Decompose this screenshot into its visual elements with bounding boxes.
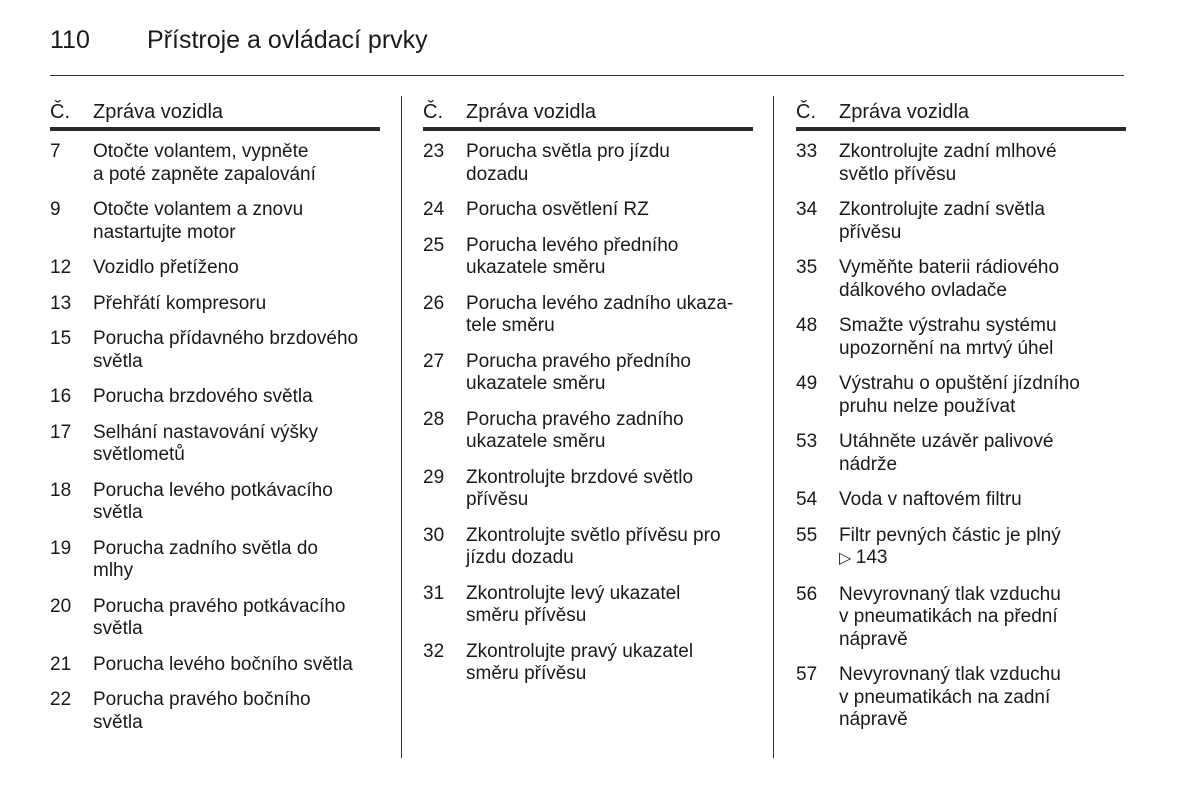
- message-row: [50, 422, 380, 467]
- message-row: [423, 525, 753, 570]
- message-text: [466, 409, 753, 454]
- message-number: 35: [796, 257, 818, 278]
- message-text: [466, 583, 753, 628]
- message-number: 54: [796, 489, 818, 510]
- message-row: [50, 293, 380, 316]
- message-row: [423, 199, 753, 222]
- message-text-content: Utáhněte uzávěr palivové nádrže: [839, 431, 1054, 475]
- message-text-content: Zkontrolujte zadní světla přívěsu: [839, 199, 1045, 243]
- message-number: 22: [50, 689, 72, 710]
- message-text-content: Porucha pravého potkávacího světla: [93, 595, 346, 639]
- page-number: 110: [50, 26, 90, 54]
- message-text: [466, 141, 753, 186]
- message-text: [839, 199, 1126, 244]
- message-row: [423, 235, 753, 280]
- message-text-content: Zkontrolujte levý ukazatel směru přívěsu: [466, 582, 681, 626]
- column-header-number: Č.: [423, 101, 443, 123]
- message-text: [93, 654, 380, 677]
- message-text-content: Nevyrovnaný tlak vzduchu v pneumatikách na zadní nápravě: [839, 664, 1061, 730]
- message-text: [839, 489, 1126, 512]
- message-text: [466, 525, 753, 570]
- message-number: 32: [423, 640, 445, 662]
- message-row: [423, 409, 753, 454]
- message-row: [796, 199, 1126, 244]
- message-row: [423, 293, 753, 338]
- message-row: [423, 351, 753, 396]
- message-text: [839, 257, 1126, 302]
- message-number: 30: [423, 524, 445, 546]
- message-number: 56: [796, 583, 818, 605]
- message-number: 28: [423, 408, 445, 430]
- message-row: [796, 525, 1126, 571]
- message-number: 21: [50, 653, 72, 675]
- message-text: [93, 689, 380, 734]
- message-number: 27: [423, 350, 445, 372]
- column-header-number: Č.: [50, 101, 70, 123]
- message-text: [466, 351, 753, 396]
- page-reference-arrow-icon: ▷: [839, 550, 856, 567]
- message-text-content: Voda v naftovém filtru: [839, 489, 1022, 510]
- column-divider: [401, 96, 402, 758]
- message-row: [50, 596, 380, 641]
- message-text: [839, 141, 1126, 186]
- message-list: [423, 141, 753, 686]
- message-text: [93, 480, 380, 525]
- message-number: 13: [50, 292, 72, 314]
- message-number: 25: [423, 234, 445, 256]
- message-row: [796, 257, 1126, 302]
- message-number: 12: [50, 257, 72, 278]
- message-row: [50, 386, 380, 409]
- message-row: [796, 664, 1126, 732]
- message-row: [50, 689, 380, 734]
- header-divider: [50, 75, 1124, 76]
- message-row: [50, 538, 380, 583]
- message-row: [50, 141, 380, 186]
- message-text: [839, 584, 1126, 652]
- message-text: [466, 641, 753, 686]
- column-header: [423, 99, 753, 131]
- message-text: [466, 467, 753, 512]
- message-text: [839, 315, 1126, 360]
- message-number: 17: [50, 421, 72, 443]
- message-number: 19: [50, 537, 72, 559]
- message-text: [93, 328, 380, 373]
- message-number: 29: [423, 466, 445, 488]
- message-text-content: Vyměňte baterii rádiového dálkového ovladače: [839, 257, 1060, 301]
- message-text-content: Nevyrovnaný tlak vzduchu v pneumatikách na přední nápravě: [839, 583, 1061, 650]
- message-row: [796, 141, 1126, 186]
- message-text-content: Porucha levého předního ukazatele směru: [466, 234, 679, 278]
- column-header-message: Zpráva vozidla: [839, 101, 970, 123]
- message-text-content: Porucha pravého předního ukazatele směru: [466, 350, 691, 394]
- column-header-message: Zpráva vozidla: [466, 101, 597, 123]
- message-list: [50, 141, 380, 734]
- message-text-content: Porucha zadního světla do mlhy: [93, 537, 318, 581]
- message-text: [839, 525, 1126, 571]
- message-text-content: Zkontrolujte zadní mlhové světlo přívěsu: [839, 141, 1057, 185]
- message-text-content: Smažte výstrahu systému upozornění na mrtvý úhel: [839, 315, 1057, 359]
- column-header-message: Zpráva vozidla: [93, 101, 224, 123]
- message-text-content: Přehřátí kompresoru: [93, 292, 267, 314]
- message-number: 31: [423, 582, 445, 604]
- message-text: [93, 596, 380, 641]
- message-text: [466, 199, 753, 222]
- message-row: [796, 584, 1126, 652]
- message-text: [93, 538, 380, 583]
- message-number: 20: [50, 595, 72, 617]
- message-row: [796, 431, 1126, 476]
- message-number: 49: [796, 373, 818, 394]
- message-text-content: Otočte volantem a znovu nastartujte motor: [93, 199, 304, 243]
- message-row: [50, 654, 380, 677]
- message-text-content: Výstrahu o opuštění jízdního pruhu nelze používat: [839, 373, 1080, 417]
- message-row: [423, 641, 753, 686]
- message-text-content: Zkontrolujte pravý ukazatel směru přívěsu: [466, 640, 694, 684]
- message-text-content: Porucha pravého bočního světla: [93, 689, 311, 733]
- message-text-content: Porucha brzdového světla: [93, 386, 313, 407]
- message-text-content: Porucha pravého zadního ukazatele směru: [466, 408, 684, 452]
- message-number: 26: [423, 292, 445, 314]
- message-text-content: Porucha světla pro jízdu dozadu: [466, 141, 670, 185]
- page-reference[interactable]: 143: [855, 547, 888, 568]
- message-text-content: Zkontrolujte světlo přívěsu pro jízdu dozadu: [466, 524, 721, 568]
- message-text: [93, 422, 380, 467]
- message-text: [839, 373, 1126, 418]
- message-text-content: Porucha levého bočního světla: [93, 653, 353, 675]
- message-text: [466, 235, 753, 280]
- message-number: 53: [796, 431, 818, 452]
- message-number: 15: [50, 328, 72, 349]
- message-number: 16: [50, 386, 72, 407]
- message-text: [93, 199, 380, 244]
- page-title: Přístroje a ovládací prvky: [147, 26, 428, 54]
- message-text: [466, 293, 753, 338]
- message-list: [796, 141, 1126, 732]
- message-text-content: Vozidlo přetíženo: [93, 257, 239, 278]
- column-divider: [773, 96, 774, 758]
- message-number: 57: [796, 664, 818, 685]
- message-number: 33: [796, 141, 818, 162]
- message-text-content: Otočte volantem, vypněte a poté zapněte zapalování: [93, 141, 316, 185]
- message-number: 48: [796, 315, 818, 336]
- message-column-2: [423, 99, 753, 699]
- message-text-content: Zkontrolujte brzdové světlo přívěsu: [466, 466, 694, 510]
- message-number: 23: [423, 141, 445, 162]
- message-number: 9: [50, 199, 61, 220]
- message-text-content: Porucha přídavného brzdového světla: [93, 328, 359, 372]
- message-row: [796, 373, 1126, 418]
- message-column-3: [796, 99, 1126, 745]
- message-number: 7: [50, 141, 61, 162]
- column-header-number: Č.: [796, 101, 816, 123]
- message-text-content: Selhání nastavování výšky světlometů: [93, 421, 318, 465]
- message-text: [93, 293, 380, 316]
- message-text: [93, 141, 380, 186]
- message-text-content: Filtr pevných částic je plný: [839, 524, 1061, 546]
- message-row: [423, 467, 753, 512]
- message-text: [839, 431, 1126, 476]
- message-number: 55: [796, 524, 818, 546]
- message-number: 18: [50, 479, 72, 501]
- message-row: [423, 583, 753, 628]
- column-header: [50, 99, 380, 131]
- message-number: 34: [796, 199, 818, 220]
- message-text: [93, 386, 380, 409]
- message-text-content: Porucha levého zadního ukaza- tele směru: [466, 292, 734, 336]
- message-text: [93, 257, 380, 280]
- message-row: [796, 315, 1126, 360]
- message-row: [50, 199, 380, 244]
- column-header: [796, 99, 1126, 131]
- message-row: [423, 141, 753, 186]
- message-number: 24: [423, 199, 445, 220]
- message-text: [839, 664, 1126, 732]
- message-row: [50, 257, 380, 280]
- message-row: [796, 489, 1126, 512]
- message-text-content: Porucha levého potkávacího světla: [93, 479, 333, 523]
- message-row: [50, 328, 380, 373]
- message-text-content: Porucha osvětlení RZ: [466, 199, 649, 220]
- message-row: [50, 480, 380, 525]
- message-column-1: [50, 99, 380, 747]
